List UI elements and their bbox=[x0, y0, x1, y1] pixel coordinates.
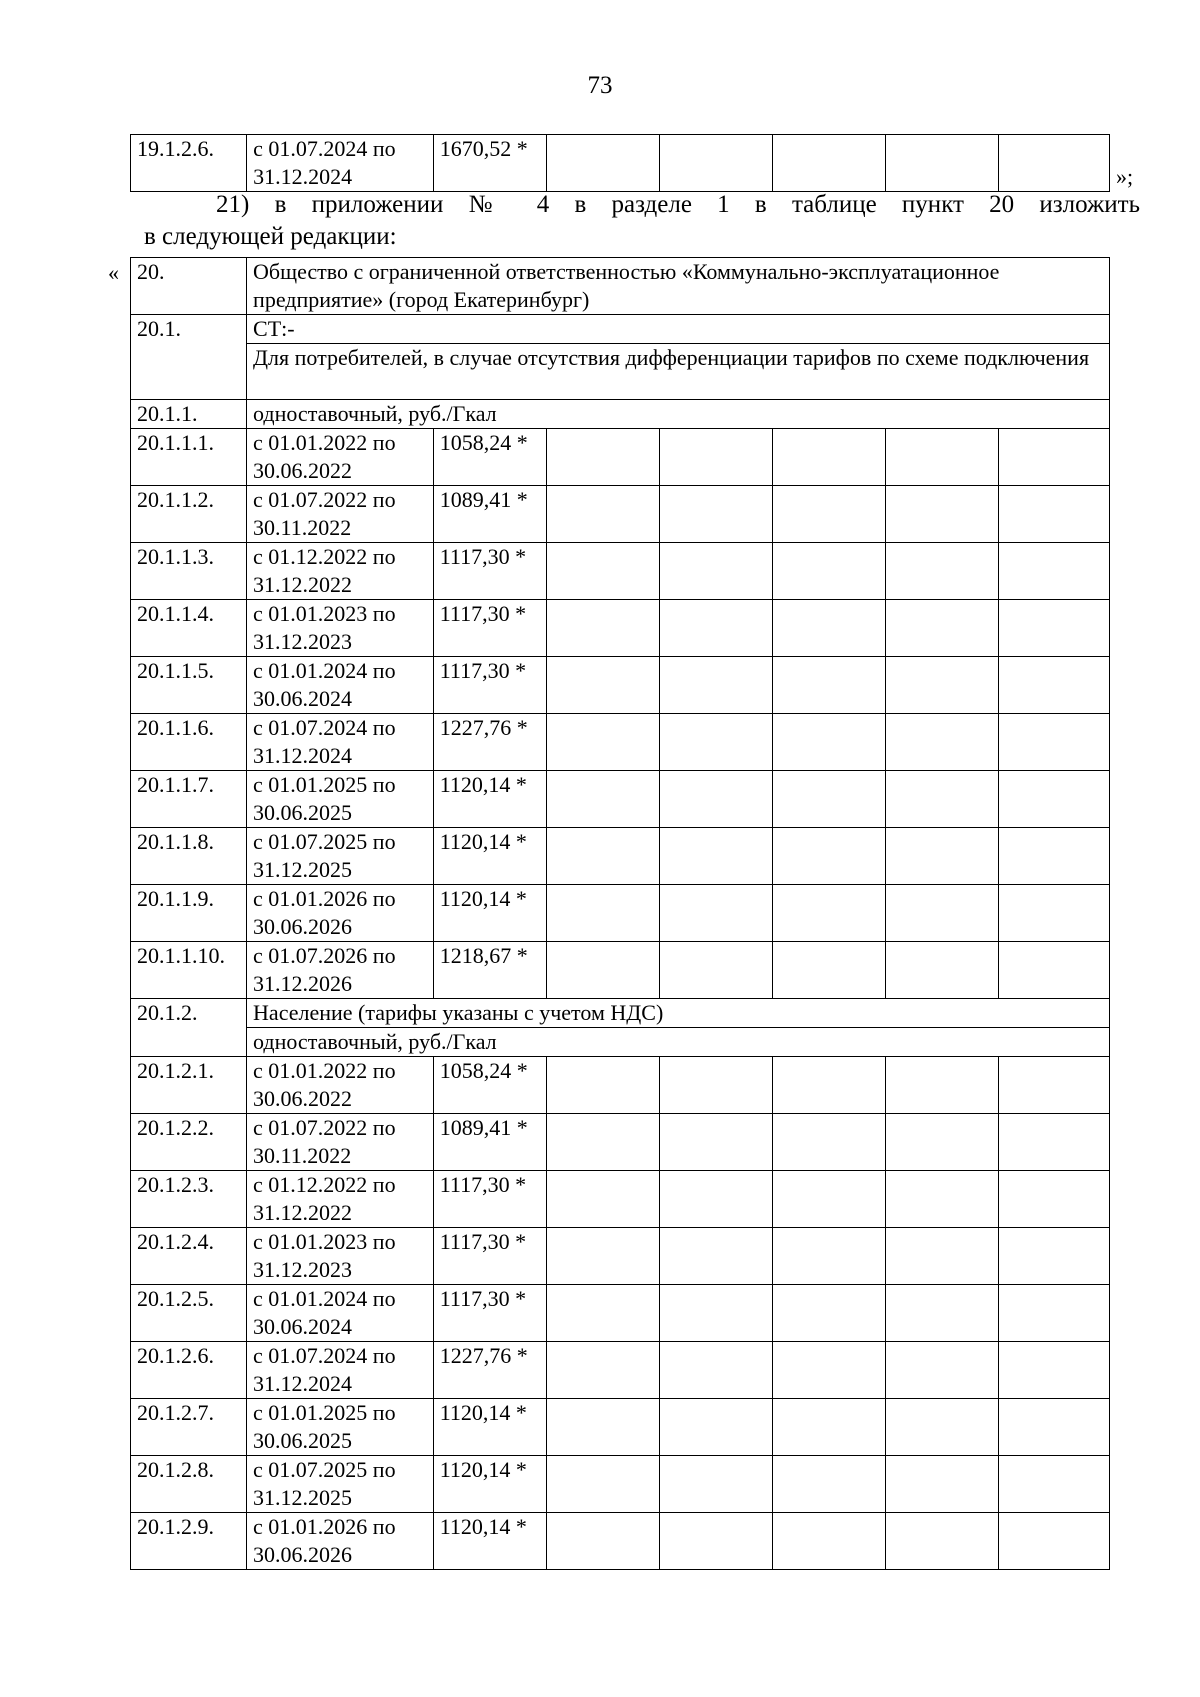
org-name: Общество с ограниченной ответственностью «Коммунально-эксплуатационное предприятие» (город Екатеринбург) bbox=[247, 258, 1110, 315]
tariff-table-main bbox=[130, 257, 1110, 1570]
section-row bbox=[131, 315, 1110, 344]
table-row bbox=[131, 771, 1110, 828]
empty-cell bbox=[885, 1228, 998, 1285]
group2-row bbox=[131, 999, 1110, 1028]
empty-cell bbox=[659, 657, 772, 714]
consumer-row bbox=[131, 344, 1110, 400]
empty-cell bbox=[546, 885, 659, 942]
empty-cell bbox=[546, 135, 659, 192]
empty-cell bbox=[772, 1285, 885, 1342]
empty-cell bbox=[998, 1342, 1109, 1399]
empty-cell bbox=[885, 486, 998, 543]
table-row bbox=[131, 885, 1110, 942]
row-value: 1058,24 * bbox=[433, 1057, 546, 1114]
row-value: 1117,30 * bbox=[433, 1171, 546, 1228]
table-row bbox=[131, 135, 1110, 192]
empty-cell bbox=[885, 828, 998, 885]
table-row bbox=[131, 486, 1110, 543]
row-period: с 01.07.2024 по 31.12.2024 bbox=[247, 1342, 434, 1399]
row-period: с 01.01.2024 по 30.06.2024 bbox=[247, 1285, 434, 1342]
row-period: с 01.01.2023 по 31.12.2023 bbox=[247, 600, 434, 657]
empty-cell bbox=[659, 1171, 772, 1228]
empty-cell bbox=[659, 1057, 772, 1114]
empty-cell bbox=[546, 942, 659, 999]
empty-cell bbox=[772, 942, 885, 999]
empty-cell bbox=[998, 1399, 1109, 1456]
row-num: 20.1.1.9. bbox=[131, 885, 247, 942]
empty-cell bbox=[546, 486, 659, 543]
group2-subrow bbox=[131, 1028, 1110, 1057]
row-num: 20.1.2.7. bbox=[131, 1399, 247, 1456]
row-value: 1117,30 * bbox=[433, 543, 546, 600]
row-period: с 01.07.2025 по 31.12.2025 bbox=[247, 1456, 434, 1513]
table-row bbox=[131, 1228, 1110, 1285]
empty-cell bbox=[998, 1456, 1109, 1513]
table-row bbox=[131, 1342, 1110, 1399]
empty-cell bbox=[885, 135, 998, 192]
row-period: с 01.01.2026 по 30.06.2026 bbox=[247, 885, 434, 942]
row-value: 1120,14 * bbox=[433, 885, 546, 942]
row-num: 19.1.2.6. bbox=[131, 135, 247, 192]
row-num: 20.1.1.8. bbox=[131, 828, 247, 885]
empty-cell bbox=[772, 1228, 885, 1285]
empty-cell bbox=[772, 828, 885, 885]
empty-cell bbox=[772, 1171, 885, 1228]
row-num: 20.1.2.5. bbox=[131, 1285, 247, 1342]
empty-cell bbox=[546, 1399, 659, 1456]
group2-num: 20.1.2. bbox=[131, 999, 247, 1057]
empty-cell bbox=[885, 600, 998, 657]
empty-cell bbox=[659, 1342, 772, 1399]
row-period: с 01.01.2023 по 31.12.2023 bbox=[247, 1228, 434, 1285]
empty-cell bbox=[659, 1399, 772, 1456]
row-num: 20.1.1.2. bbox=[131, 486, 247, 543]
empty-cell bbox=[998, 543, 1109, 600]
empty-cell bbox=[659, 543, 772, 600]
org-row bbox=[131, 258, 1110, 315]
empty-cell bbox=[659, 1513, 772, 1570]
empty-cell bbox=[659, 486, 772, 543]
empty-cell bbox=[885, 1171, 998, 1228]
row-num: 20.1.1.7. bbox=[131, 771, 247, 828]
empty-cell bbox=[546, 1171, 659, 1228]
empty-cell bbox=[998, 600, 1109, 657]
empty-cell bbox=[772, 543, 885, 600]
row-value: 1117,30 * bbox=[433, 1285, 546, 1342]
section-label: СТ:- bbox=[247, 315, 1110, 344]
table-row bbox=[131, 1114, 1110, 1171]
empty-cell bbox=[885, 1057, 998, 1114]
row-num: 20.1.2.1. bbox=[131, 1057, 247, 1114]
empty-cell bbox=[772, 1057, 885, 1114]
row-period: с 01.07.2022 по 30.11.2022 bbox=[247, 486, 434, 543]
empty-cell bbox=[772, 429, 885, 486]
section-num: 20.1. bbox=[131, 315, 247, 400]
group2-sublabel: одноставочный, руб./Гкал bbox=[247, 1028, 1110, 1057]
row-period: с 01.12.2022 по 31.12.2022 bbox=[247, 1171, 434, 1228]
empty-cell bbox=[659, 1114, 772, 1171]
empty-cell bbox=[885, 657, 998, 714]
table-row bbox=[131, 1399, 1110, 1456]
empty-cell bbox=[998, 1285, 1109, 1342]
row-value: 1089,41 * bbox=[433, 1114, 546, 1171]
empty-cell bbox=[998, 885, 1109, 942]
row-period: с 01.07.2026 по 31.12.2026 bbox=[247, 942, 434, 999]
table-row bbox=[131, 1171, 1110, 1228]
table-row bbox=[131, 714, 1110, 771]
empty-cell bbox=[998, 828, 1109, 885]
row-period: с 01.01.2026 по 30.06.2026 bbox=[247, 1513, 434, 1570]
table-row bbox=[131, 543, 1110, 600]
row-num: 20.1.1.3. bbox=[131, 543, 247, 600]
empty-cell bbox=[659, 1456, 772, 1513]
empty-cell bbox=[885, 1456, 998, 1513]
empty-cell bbox=[772, 600, 885, 657]
empty-cell bbox=[546, 828, 659, 885]
row-period: с 01.01.2024 по 30.06.2024 bbox=[247, 657, 434, 714]
empty-cell bbox=[659, 429, 772, 486]
row-period: с 01.01.2025 по 30.06.2025 bbox=[247, 1399, 434, 1456]
row-value: 1120,14 * bbox=[433, 828, 546, 885]
row-period: с 01.01.2022 по 30.06.2022 bbox=[247, 429, 434, 486]
group1-label: одноставочный, руб./Гкал bbox=[247, 400, 1110, 429]
row-value: 1117,30 * bbox=[433, 657, 546, 714]
row-num: 20.1.1.4. bbox=[131, 600, 247, 657]
row-period: с 01.07.2025 по 31.12.2025 bbox=[247, 828, 434, 885]
row-value: 1089,41 * bbox=[433, 486, 546, 543]
row-num: 20.1.2.3. bbox=[131, 1171, 247, 1228]
empty-cell bbox=[546, 1456, 659, 1513]
group2-label: Население (тарифы указаны с учетом НДС) bbox=[247, 999, 1110, 1028]
page-number: 73 bbox=[587, 72, 613, 99]
empty-cell bbox=[659, 1228, 772, 1285]
empty-cell bbox=[659, 1285, 772, 1342]
empty-cell bbox=[772, 885, 885, 942]
row-value: 1120,14 * bbox=[433, 1513, 546, 1570]
empty-cell bbox=[659, 135, 772, 192]
row-period: с 01.01.2022 по 30.06.2022 bbox=[247, 1057, 434, 1114]
row-num: 20.1.2.9. bbox=[131, 1513, 247, 1570]
empty-cell bbox=[885, 885, 998, 942]
empty-cell bbox=[659, 885, 772, 942]
amendment-paragraph-continued: в следующей редакции: bbox=[144, 223, 397, 250]
table-row bbox=[131, 429, 1110, 486]
empty-cell bbox=[772, 771, 885, 828]
empty-cell bbox=[998, 657, 1109, 714]
empty-cell bbox=[546, 1114, 659, 1171]
row-num: 20.1.2.4. bbox=[131, 1228, 247, 1285]
empty-cell bbox=[772, 1342, 885, 1399]
group1-num: 20.1.1. bbox=[131, 400, 247, 429]
empty-cell bbox=[885, 1342, 998, 1399]
row-num: 20.1.1.5. bbox=[131, 657, 247, 714]
row-num: 20.1.2.8. bbox=[131, 1456, 247, 1513]
empty-cell bbox=[998, 135, 1109, 192]
empty-cell bbox=[659, 600, 772, 657]
empty-cell bbox=[546, 600, 659, 657]
table-row bbox=[131, 657, 1110, 714]
empty-cell bbox=[659, 942, 772, 999]
row-num: 20.1.2.6. bbox=[131, 1342, 247, 1399]
empty-cell bbox=[659, 714, 772, 771]
empty-cell bbox=[998, 1513, 1109, 1570]
empty-cell bbox=[885, 543, 998, 600]
empty-cell bbox=[772, 1114, 885, 1171]
empty-cell bbox=[998, 942, 1109, 999]
empty-cell bbox=[998, 429, 1109, 486]
table-row bbox=[131, 942, 1110, 999]
row-value: 1120,14 * bbox=[433, 771, 546, 828]
empty-cell bbox=[659, 771, 772, 828]
row-period: с 01.01.2025 по 30.06.2025 bbox=[247, 771, 434, 828]
row-value: 1227,76 * bbox=[433, 714, 546, 771]
empty-cell bbox=[998, 771, 1109, 828]
empty-cell bbox=[885, 1285, 998, 1342]
empty-cell bbox=[998, 486, 1109, 543]
row-value: 1117,30 * bbox=[433, 600, 546, 657]
empty-cell bbox=[998, 714, 1109, 771]
table-row bbox=[131, 1057, 1110, 1114]
table-row bbox=[131, 1456, 1110, 1513]
closing-quote: »; bbox=[1116, 164, 1134, 189]
empty-cell bbox=[885, 714, 998, 771]
empty-cell bbox=[546, 771, 659, 828]
empty-cell bbox=[998, 1114, 1109, 1171]
empty-cell bbox=[885, 771, 998, 828]
empty-cell bbox=[772, 714, 885, 771]
tariff-table-top bbox=[130, 134, 1110, 192]
amendment-paragraph: 21) в приложении № 4 в разделе 1 в таблице пункт 20 изложить bbox=[216, 191, 1140, 218]
empty-cell bbox=[998, 1057, 1109, 1114]
group1-row bbox=[131, 400, 1110, 429]
consumer-label: Для потребителей, в случае отсутствия дифференциации тарифов по схеме подключения bbox=[247, 344, 1110, 400]
row-value: 1227,76 * bbox=[433, 1342, 546, 1399]
row-num: 20.1.2.2. bbox=[131, 1114, 247, 1171]
row-num: 20.1.1.6. bbox=[131, 714, 247, 771]
row-period: с 01.07.2022 по 30.11.2022 bbox=[247, 1114, 434, 1171]
empty-cell bbox=[546, 1342, 659, 1399]
row-period: с 01.07.2024 по 31.12.2024 bbox=[247, 714, 434, 771]
empty-cell bbox=[998, 1171, 1109, 1228]
empty-cell bbox=[885, 1399, 998, 1456]
empty-cell bbox=[772, 486, 885, 543]
empty-cell bbox=[546, 1285, 659, 1342]
table-row bbox=[131, 828, 1110, 885]
empty-cell bbox=[546, 1228, 659, 1285]
empty-cell bbox=[772, 135, 885, 192]
row-num: 20.1.1.10. bbox=[131, 942, 247, 999]
row-value: 1670,52 * bbox=[433, 135, 546, 192]
empty-cell bbox=[885, 429, 998, 486]
empty-cell bbox=[772, 1513, 885, 1570]
row-period: с 01.07.2024 по 31.12.2024 bbox=[247, 135, 434, 192]
row-value: 1218,67 * bbox=[433, 942, 546, 999]
row-value: 1117,30 * bbox=[433, 1228, 546, 1285]
empty-cell bbox=[998, 1228, 1109, 1285]
row-value: 1058,24 * bbox=[433, 429, 546, 486]
table-row bbox=[131, 600, 1110, 657]
empty-cell bbox=[546, 543, 659, 600]
empty-cell bbox=[659, 828, 772, 885]
empty-cell bbox=[885, 1114, 998, 1171]
empty-cell bbox=[546, 1513, 659, 1570]
row-period: с 01.12.2022 по 31.12.2022 bbox=[247, 543, 434, 600]
empty-cell bbox=[772, 1456, 885, 1513]
empty-cell bbox=[546, 714, 659, 771]
empty-cell bbox=[546, 1057, 659, 1114]
empty-cell bbox=[885, 942, 998, 999]
row-num: 20.1.1.1. bbox=[131, 429, 247, 486]
org-num: 20. bbox=[131, 258, 247, 315]
empty-cell bbox=[772, 1399, 885, 1456]
empty-cell bbox=[772, 657, 885, 714]
opening-quote: « bbox=[108, 260, 119, 285]
empty-cell bbox=[546, 657, 659, 714]
row-value: 1120,14 * bbox=[433, 1456, 546, 1513]
table-row bbox=[131, 1285, 1110, 1342]
empty-cell bbox=[546, 429, 659, 486]
empty-cell bbox=[885, 1513, 998, 1570]
row-value: 1120,14 * bbox=[433, 1399, 546, 1456]
table-row bbox=[131, 1513, 1110, 1570]
